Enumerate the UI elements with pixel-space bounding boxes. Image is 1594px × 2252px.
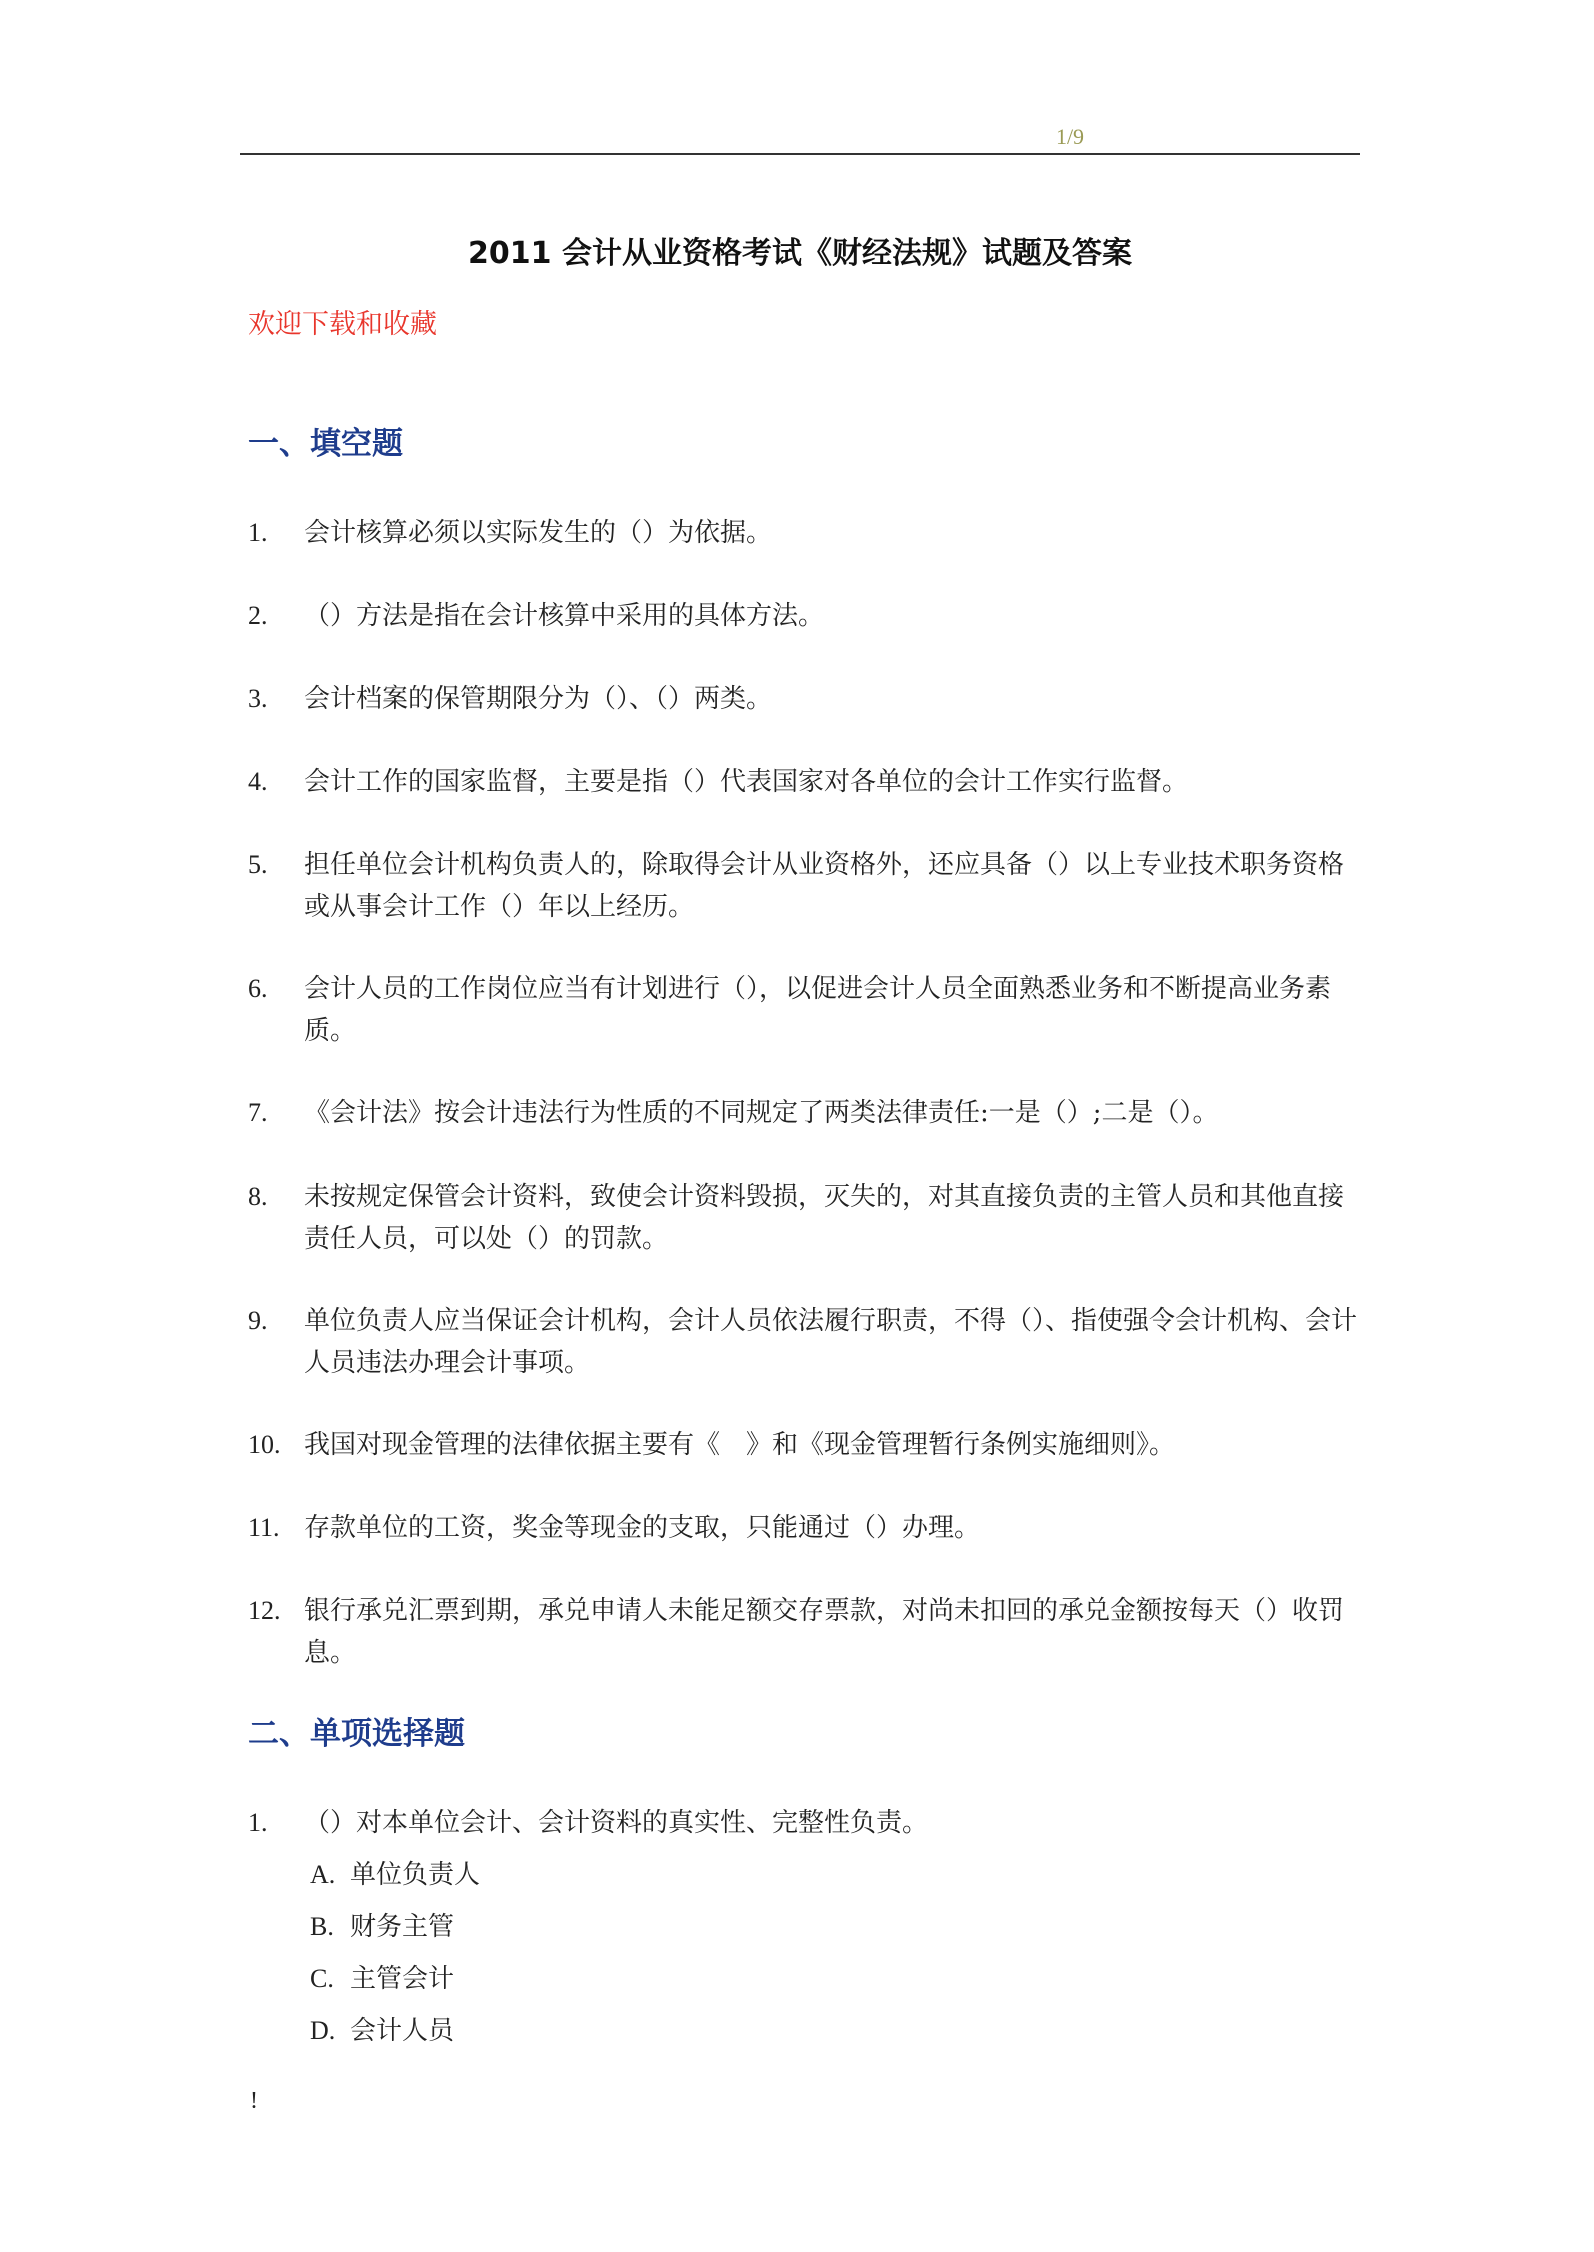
question-text: 会计核算必须以实际发生的（）为依据。 [304, 518, 773, 548]
question-item [248, 1300, 1358, 1384]
question-item [248, 761, 1358, 803]
option-c [310, 1958, 454, 2000]
question-number: 9. [248, 1306, 268, 1335]
header-rule [240, 153, 1360, 155]
question-item [248, 595, 1358, 637]
question-item [248, 512, 1358, 554]
question-text: 银行承兑汇票到期，承兑申请人未能足额交存票款，对尚未扣回的承兑金额按每天（）收罚息。 [304, 1596, 1345, 1668]
question-text: 单位负责人应当保证会计机构，会计人员依法履行职责，不得（）、指使强令会计机构、会计人员违法办理会计事项。 [304, 1306, 1358, 1378]
question-item [248, 1802, 1358, 1844]
question-text: 会计工作的国家监督，主要是指（）代表国家对各单位的会计工作实行监督。 [304, 767, 1189, 797]
section-heading-single-choice: 二、单项选择题 [248, 1716, 465, 1752]
option-text: 单位负责人 [350, 1860, 481, 1890]
option-b [310, 1906, 454, 1948]
question-text: 我国对现金管理的法律依据主要有《 》和《现金管理暂行条例实施细则》。 [304, 1430, 1176, 1460]
question-number: 1. [248, 518, 268, 547]
option-letter: D. [310, 2016, 336, 2045]
question-text: 会计档案的保管期限分为（）、（）两类。 [304, 684, 773, 714]
document-title: 2011 会计从业资格考试《财经法规》试题及答案 [468, 236, 1132, 271]
footer-mark: ! [250, 2088, 258, 2114]
question-item [248, 1424, 1358, 1466]
question-text: 未按规定保管会计资料，致使会计资料毁损，灭失的，对其直接负责的主管人员和其他直接责任人员，可以处（）的罚款。 [304, 1182, 1345, 1254]
question-number: 7. [248, 1098, 268, 1127]
page-number: 1/9 [1055, 124, 1085, 149]
question-item [248, 1176, 1358, 1260]
section-heading-fill-blank: 一、填空题 [248, 426, 403, 462]
question-text: （）方法是指在会计核算中采用的具体方法。 [304, 601, 825, 631]
question-text: （）对本单位会计、会计资料的真实性、完整性负责。 [304, 1808, 929, 1838]
question-item [248, 678, 1358, 720]
question-item [248, 844, 1358, 928]
question-item [248, 1590, 1358, 1674]
option-letter: A. [310, 1860, 336, 1889]
question-number: 12. [248, 1596, 281, 1625]
question-number: 10. [248, 1430, 281, 1459]
option-text: 主管会计 [350, 1964, 455, 1994]
question-text: 会计人员的工作岗位应当有计划进行（），以促进会计人员全面熟悉业务和不断提高业务素质。 [304, 974, 1332, 1046]
question-number: 1. [248, 1808, 268, 1837]
question-number: 6. [248, 974, 268, 1003]
question-item [248, 1092, 1358, 1134]
question-item [248, 1507, 1358, 1549]
option-a [310, 1854, 480, 1896]
question-number: 2. [248, 601, 268, 630]
question-number: 8. [248, 1182, 268, 1211]
question-number: 3. [248, 684, 268, 713]
question-text: 《会计法》按会计违法行为性质的不同规定了两类法律责任:一是（）;二是（）。 [304, 1098, 1219, 1128]
question-text: 担任单位会计机构负责人的，除取得会计从业资格外，还应具备（）以上专业技术职务资格或从事会计工作（）年以上经历。 [304, 850, 1345, 922]
option-letter: B. [310, 1912, 334, 1941]
option-d [310, 2010, 454, 2052]
question-number: 11. [248, 1513, 280, 1542]
option-text: 会计人员 [350, 2016, 455, 2046]
welcome-note: 欢迎下载和收藏 [248, 309, 437, 340]
question-text: 存款单位的工资，奖金等现金的支取，只能通过（）办理。 [304, 1513, 981, 1543]
question-number: 5. [248, 850, 268, 879]
option-letter: C. [310, 1964, 334, 1993]
question-item [248, 968, 1358, 1052]
question-number: 4. [248, 767, 268, 796]
option-text: 财务主管 [350, 1912, 455, 1942]
